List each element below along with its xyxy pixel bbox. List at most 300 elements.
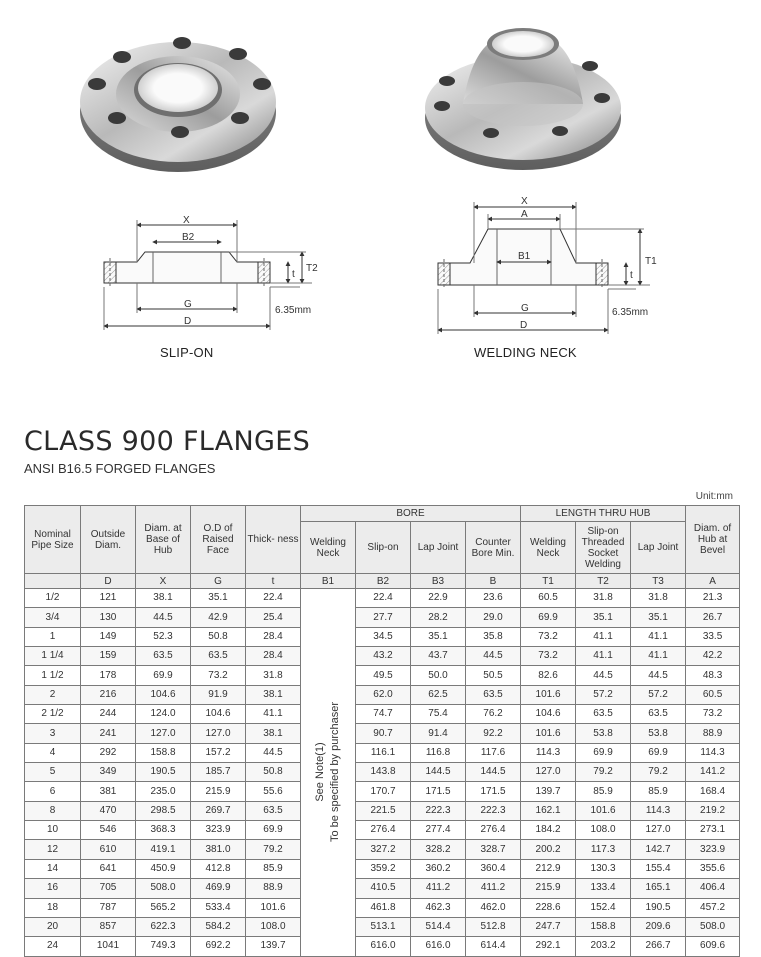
header-bore-slip-on: Slip-on bbox=[356, 522, 411, 574]
table-cell: 200.2 bbox=[521, 840, 576, 859]
table-cell: 269.7 bbox=[191, 801, 246, 820]
table-cell: 508.0 bbox=[136, 879, 191, 898]
table-cell: 512.8 bbox=[466, 917, 521, 936]
table-cell: 228.6 bbox=[521, 898, 576, 917]
note-text bbox=[313, 702, 343, 842]
welding-neck-d-label: D bbox=[520, 320, 528, 331]
table-cell: 368.3 bbox=[136, 821, 191, 840]
table-cell: 209.6 bbox=[631, 917, 686, 936]
table-cell-nominal-size: 1/2 bbox=[25, 589, 81, 608]
table-cell: 461.8 bbox=[356, 898, 411, 917]
table-cell: 22.4 bbox=[356, 589, 411, 608]
table-cell: 450.9 bbox=[136, 859, 191, 878]
note-line: To be specified by purchaser bbox=[329, 702, 341, 843]
table-cell: 117.3 bbox=[576, 840, 631, 859]
welding-neck-a-label: A bbox=[521, 209, 528, 220]
table-cell: 42.2 bbox=[686, 647, 740, 666]
table-cell: 144.5 bbox=[466, 763, 521, 782]
note-line: See Note(1) bbox=[314, 742, 326, 802]
table-cell: 143.8 bbox=[356, 763, 411, 782]
table-cell: 219.2 bbox=[686, 801, 740, 820]
welding-neck-t-label: t bbox=[630, 270, 633, 281]
table-cell: 22.9 bbox=[411, 589, 466, 608]
table-cell: 168.4 bbox=[686, 782, 740, 801]
table-cell: 69.9 bbox=[631, 743, 686, 762]
table-cell: 31.8 bbox=[631, 589, 686, 608]
table-cell: 609.6 bbox=[686, 937, 740, 956]
table-cell: 62.5 bbox=[411, 685, 466, 704]
table-cell: 276.4 bbox=[356, 821, 411, 840]
table-cell: 584.2 bbox=[191, 917, 246, 936]
table-cell-nominal-size: 3/4 bbox=[25, 608, 81, 627]
table-cell: 215.9 bbox=[191, 782, 246, 801]
header-symbol: A bbox=[686, 574, 740, 589]
table-cell: 170.7 bbox=[356, 782, 411, 801]
table-row bbox=[25, 724, 740, 743]
table-cell: 38.1 bbox=[246, 724, 301, 743]
header-symbol: B3 bbox=[411, 574, 466, 589]
table-cell: 53.8 bbox=[631, 724, 686, 743]
table-cell: 241 bbox=[81, 724, 136, 743]
table-cell: 185.7 bbox=[191, 763, 246, 782]
table-row bbox=[25, 859, 740, 878]
table-cell: 29.0 bbox=[466, 608, 521, 627]
table-cell: 622.3 bbox=[136, 917, 191, 936]
table-cell: 462.3 bbox=[411, 898, 466, 917]
table-cell: 50.8 bbox=[246, 763, 301, 782]
table-cell: 92.2 bbox=[466, 724, 521, 743]
table-cell: 616.0 bbox=[411, 937, 466, 956]
table-cell: 165.1 bbox=[631, 879, 686, 898]
header-symbol: B1 bbox=[301, 574, 356, 589]
table-cell: 469.9 bbox=[191, 879, 246, 898]
table-cell: 749.3 bbox=[136, 937, 191, 956]
table-cell: 63.5 bbox=[631, 705, 686, 724]
table-cell: 79.2 bbox=[576, 763, 631, 782]
table-cell: 641 bbox=[81, 859, 136, 878]
table-row bbox=[25, 743, 740, 762]
table-row bbox=[25, 840, 740, 859]
welding-neck-t1-label: T1 bbox=[645, 256, 657, 267]
table-cell: 73.2 bbox=[191, 666, 246, 685]
table-cell: 101.6 bbox=[246, 898, 301, 917]
table-cell: 48.3 bbox=[686, 666, 740, 685]
header-length-lap-joint: Lap Joint bbox=[631, 522, 686, 574]
table-cell: 104.6 bbox=[191, 705, 246, 724]
table-cell: 381.0 bbox=[191, 840, 246, 859]
table-cell: 44.5 bbox=[246, 743, 301, 762]
table-cell: 533.4 bbox=[191, 898, 246, 917]
header-nominal-pipe-size: Nominal Pipe Size bbox=[25, 506, 81, 574]
header-symbol: t bbox=[246, 574, 301, 589]
table-cell-nominal-size: 5 bbox=[25, 763, 81, 782]
table-cell-nominal-size: 3 bbox=[25, 724, 81, 743]
table-cell: 360.4 bbox=[466, 859, 521, 878]
table-cell: 35.1 bbox=[576, 608, 631, 627]
table-cell: 162.1 bbox=[521, 801, 576, 820]
table-cell: 43.2 bbox=[356, 647, 411, 666]
table-cell: 34.5 bbox=[356, 627, 411, 646]
header-diam-base-hub: Diam. at Base of Hub bbox=[136, 506, 191, 574]
header-symbol: G bbox=[191, 574, 246, 589]
table-cell: 157.2 bbox=[191, 743, 246, 762]
table-cell: 31.8 bbox=[576, 589, 631, 608]
table-cell: 50.5 bbox=[466, 666, 521, 685]
slip-on-x-label: X bbox=[183, 215, 190, 226]
table-cell: 76.2 bbox=[466, 705, 521, 724]
table-cell: 328.7 bbox=[466, 840, 521, 859]
table-cell: 508.0 bbox=[686, 917, 740, 936]
table-cell: 23.6 bbox=[466, 589, 521, 608]
table-cell: 616.0 bbox=[356, 937, 411, 956]
table-cell: 152.4 bbox=[576, 898, 631, 917]
flange-photos bbox=[0, 0, 761, 190]
table-row bbox=[25, 879, 740, 898]
header-length-slip-on-threaded: Slip-on Threaded Socket Welding bbox=[576, 522, 631, 574]
table-cell: 411.2 bbox=[411, 879, 466, 898]
header-symbol: B bbox=[466, 574, 521, 589]
table-cell: 116.1 bbox=[356, 743, 411, 762]
table-cell: 130.3 bbox=[576, 859, 631, 878]
table-cell: 244 bbox=[81, 705, 136, 724]
welding-neck-caption: WELDING NECK bbox=[474, 345, 577, 360]
table-cell: 69.9 bbox=[246, 821, 301, 840]
table-cell: 44.5 bbox=[631, 666, 686, 685]
header-diam-hub-bevel: Diam. of Hub at Bevel bbox=[686, 506, 740, 574]
table-cell-nominal-size: 16 bbox=[25, 879, 81, 898]
table-cell: 171.5 bbox=[466, 782, 521, 801]
table-cell: 323.9 bbox=[686, 840, 740, 859]
table-cell: 41.1 bbox=[631, 627, 686, 646]
table-cell: 141.2 bbox=[686, 763, 740, 782]
table-cell: 1041 bbox=[81, 937, 136, 956]
table-cell: 705 bbox=[81, 879, 136, 898]
table-cell: 60.5 bbox=[686, 685, 740, 704]
table-cell: 26.7 bbox=[686, 608, 740, 627]
table-cell: 85.9 bbox=[576, 782, 631, 801]
header-symbol: B2 bbox=[356, 574, 411, 589]
table-cell: 50.8 bbox=[191, 627, 246, 646]
table-cell: 184.2 bbox=[521, 821, 576, 840]
table-cell: 216 bbox=[81, 685, 136, 704]
table-cell: 57.2 bbox=[631, 685, 686, 704]
table-cell: 43.7 bbox=[411, 647, 466, 666]
table-cell: 35.1 bbox=[411, 627, 466, 646]
slip-on-flange-photo bbox=[80, 37, 276, 172]
table-cell: 21.3 bbox=[686, 589, 740, 608]
table-cell: 28.2 bbox=[411, 608, 466, 627]
welding-neck-x-label: X bbox=[521, 196, 528, 207]
table-cell: 514.4 bbox=[411, 917, 466, 936]
header-symbol: X bbox=[136, 574, 191, 589]
table-cell: 114.3 bbox=[521, 743, 576, 762]
table-cell: 33.5 bbox=[686, 627, 740, 646]
table-cell: 513.1 bbox=[356, 917, 411, 936]
header-outside-diam: Outside Diam. bbox=[81, 506, 136, 574]
table-cell: 73.2 bbox=[686, 705, 740, 724]
table-cell: 73.2 bbox=[521, 647, 576, 666]
table-cell: 41.1 bbox=[631, 647, 686, 666]
table-cell: 79.2 bbox=[631, 763, 686, 782]
table-cell: 114.3 bbox=[631, 801, 686, 820]
flange-drawings bbox=[0, 190, 761, 370]
table-cell: 41.1 bbox=[576, 647, 631, 666]
table-cell: 91.4 bbox=[411, 724, 466, 743]
table-cell: 178 bbox=[81, 666, 136, 685]
table-cell-nominal-size: 6 bbox=[25, 782, 81, 801]
slip-on-g-label: G bbox=[184, 299, 192, 310]
header-symbol: T3 bbox=[631, 574, 686, 589]
table-cell: 44.5 bbox=[466, 647, 521, 666]
table-cell: 221.5 bbox=[356, 801, 411, 820]
header-symbol: T1 bbox=[521, 574, 576, 589]
table-cell: 35.8 bbox=[466, 627, 521, 646]
header-group-bore: BORE bbox=[301, 506, 521, 522]
table-cell: 190.5 bbox=[136, 763, 191, 782]
table-cell: 35.1 bbox=[631, 608, 686, 627]
table-cell-nominal-size: 14 bbox=[25, 859, 81, 878]
table-cell: 127.0 bbox=[136, 724, 191, 743]
table-cell: 49.5 bbox=[356, 666, 411, 685]
table-cell: 144.5 bbox=[411, 763, 466, 782]
table-cell: 73.2 bbox=[521, 627, 576, 646]
table-cell: 614.4 bbox=[466, 937, 521, 956]
table-cell: 546 bbox=[81, 821, 136, 840]
welding-neck-flange-photo bbox=[425, 28, 621, 170]
table-row bbox=[25, 589, 740, 608]
table-row bbox=[25, 821, 740, 840]
table-row bbox=[25, 685, 740, 704]
table-cell: 108.0 bbox=[246, 917, 301, 936]
table-cell: 116.8 bbox=[411, 743, 466, 762]
table-cell: 139.7 bbox=[521, 782, 576, 801]
table-row bbox=[25, 647, 740, 666]
table-cell: 171.5 bbox=[411, 782, 466, 801]
table-cell: 38.1 bbox=[246, 685, 301, 704]
table-cell: 410.5 bbox=[356, 879, 411, 898]
table-cell: 31.8 bbox=[246, 666, 301, 685]
table-cell: 85.9 bbox=[631, 782, 686, 801]
table-cell: 63.5 bbox=[246, 801, 301, 820]
table-cell: 277.4 bbox=[411, 821, 466, 840]
header-symbol-blank bbox=[25, 574, 81, 589]
table-cell: 101.6 bbox=[521, 685, 576, 704]
table-cell: 79.2 bbox=[246, 840, 301, 859]
table-cell: 124.0 bbox=[136, 705, 191, 724]
table-cell: 69.9 bbox=[136, 666, 191, 685]
table-cell: 411.2 bbox=[466, 879, 521, 898]
table-cell: 158.8 bbox=[576, 917, 631, 936]
table-cell: 101.6 bbox=[576, 801, 631, 820]
table-cell: 90.7 bbox=[356, 724, 411, 743]
table-cell: 52.3 bbox=[136, 627, 191, 646]
table-cell: 130 bbox=[81, 608, 136, 627]
table-cell: 74.7 bbox=[356, 705, 411, 724]
table-cell: 62.0 bbox=[356, 685, 411, 704]
table-cell: 63.5 bbox=[466, 685, 521, 704]
table-row bbox=[25, 937, 740, 956]
table-cell: 69.9 bbox=[521, 608, 576, 627]
table-cell-nominal-size: 24 bbox=[25, 937, 81, 956]
header-length-welding-neck: Welding Neck bbox=[521, 522, 576, 574]
table-cell: 298.5 bbox=[136, 801, 191, 820]
table-cell: 139.7 bbox=[246, 937, 301, 956]
table-cell: 108.0 bbox=[576, 821, 631, 840]
table-cell: 133.4 bbox=[576, 879, 631, 898]
table-cell: 35.1 bbox=[191, 589, 246, 608]
table-cell: 323.9 bbox=[191, 821, 246, 840]
table-row bbox=[25, 608, 740, 627]
table-cell: 215.9 bbox=[521, 879, 576, 898]
table-cell: 857 bbox=[81, 917, 136, 936]
table-cell: 327.2 bbox=[356, 840, 411, 859]
table-cell: 38.1 bbox=[136, 589, 191, 608]
table-row bbox=[25, 666, 740, 685]
header-symbol: D bbox=[81, 574, 136, 589]
table-cell-nominal-size: 20 bbox=[25, 917, 81, 936]
table-row bbox=[25, 705, 740, 724]
table-cell: 222.3 bbox=[466, 801, 521, 820]
table-cell: 101.6 bbox=[521, 724, 576, 743]
table-cell: 142.7 bbox=[631, 840, 686, 859]
table-cell: 88.9 bbox=[686, 724, 740, 743]
table-cell-nominal-size: 4 bbox=[25, 743, 81, 762]
table-cell: 155.4 bbox=[631, 859, 686, 878]
table-cell: 360.2 bbox=[411, 859, 466, 878]
table-cell-nominal-size: 12 bbox=[25, 840, 81, 859]
table-cell-nominal-size: 1 1/2 bbox=[25, 666, 81, 685]
table-cell: 328.2 bbox=[411, 840, 466, 859]
table-cell: 88.9 bbox=[246, 879, 301, 898]
table-cell-nominal-size: 2 1/2 bbox=[25, 705, 81, 724]
table-cell: 104.6 bbox=[521, 705, 576, 724]
table-cell-nominal-size: 18 bbox=[25, 898, 81, 917]
table-cell: 91.9 bbox=[191, 685, 246, 704]
header-thickness: Thick- ness bbox=[246, 506, 301, 574]
table-cell: 212.9 bbox=[521, 859, 576, 878]
page-subtitle: ANSI B16.5 FORGED FLANGES bbox=[24, 461, 216, 476]
table-cell: 22.4 bbox=[246, 589, 301, 608]
table-cell: 117.6 bbox=[466, 743, 521, 762]
table-cell: 349 bbox=[81, 763, 136, 782]
table-row bbox=[25, 917, 740, 936]
table-cell: 42.9 bbox=[191, 608, 246, 627]
table-cell: 85.9 bbox=[246, 859, 301, 878]
welding-neck-b1-label: B1 bbox=[518, 251, 531, 262]
header-symbol: T2 bbox=[576, 574, 631, 589]
table-cell: 60.5 bbox=[521, 589, 576, 608]
header-bore-welding-neck: Welding Neck bbox=[301, 522, 356, 574]
flange-spec-table bbox=[24, 505, 740, 957]
table-cell: 276.4 bbox=[466, 821, 521, 840]
table-cell: 235.0 bbox=[136, 782, 191, 801]
table-cell: 44.5 bbox=[136, 608, 191, 627]
table-cell: 28.4 bbox=[246, 627, 301, 646]
table-cell-nominal-size: 1 1/4 bbox=[25, 647, 81, 666]
table-cell: 75.4 bbox=[411, 705, 466, 724]
table-cell: 692.2 bbox=[191, 937, 246, 956]
table-cell: 292 bbox=[81, 743, 136, 762]
table-cell: 203.2 bbox=[576, 937, 631, 956]
table-row bbox=[25, 898, 740, 917]
table-cell: 462.0 bbox=[466, 898, 521, 917]
table-cell: 266.7 bbox=[631, 937, 686, 956]
slip-on-t-label: t bbox=[292, 269, 295, 280]
table-cell-nominal-size: 8 bbox=[25, 801, 81, 820]
table-cell-nominal-size: 1 bbox=[25, 627, 81, 646]
table-cell-nominal-size: 10 bbox=[25, 821, 81, 840]
table-cell: 63.5 bbox=[136, 647, 191, 666]
table-cell: 247.7 bbox=[521, 917, 576, 936]
table-body bbox=[25, 589, 740, 957]
table-cell: 158.8 bbox=[136, 743, 191, 762]
welding-neck-raised-face-dim: 6.35mm bbox=[612, 307, 649, 318]
table-cell: 63.5 bbox=[576, 705, 631, 724]
table-cell: 127.0 bbox=[521, 763, 576, 782]
table-cell: 41.1 bbox=[246, 705, 301, 724]
table-cell: 457.2 bbox=[686, 898, 740, 917]
table-cell: 610 bbox=[81, 840, 136, 859]
table-cell: 127.0 bbox=[191, 724, 246, 743]
table-cell: 359.2 bbox=[356, 859, 411, 878]
table-cell: 55.6 bbox=[246, 782, 301, 801]
welding-neck-bore-note bbox=[301, 589, 356, 957]
header-bore-counter-bore: Counter Bore Min. bbox=[466, 522, 521, 574]
table-cell: 292.1 bbox=[521, 937, 576, 956]
table-row bbox=[25, 782, 740, 801]
table-cell-nominal-size: 2 bbox=[25, 685, 81, 704]
table-cell: 53.8 bbox=[576, 724, 631, 743]
table-cell: 63.5 bbox=[191, 647, 246, 666]
table-cell: 127.0 bbox=[631, 821, 686, 840]
table-cell: 787 bbox=[81, 898, 136, 917]
table-cell: 104.6 bbox=[136, 685, 191, 704]
table-cell: 470 bbox=[81, 801, 136, 820]
slip-on-caption: SLIP-ON bbox=[160, 345, 214, 360]
table-cell: 273.1 bbox=[686, 821, 740, 840]
slip-on-b2-label: B2 bbox=[182, 232, 195, 243]
slip-on-d-label: D bbox=[184, 316, 192, 327]
table-row bbox=[25, 763, 740, 782]
table-cell: 69.9 bbox=[576, 743, 631, 762]
table-cell: 565.2 bbox=[136, 898, 191, 917]
table-cell: 41.1 bbox=[576, 627, 631, 646]
table-cell: 50.0 bbox=[411, 666, 466, 685]
table-cell: 121 bbox=[81, 589, 136, 608]
table-cell: 406.4 bbox=[686, 879, 740, 898]
table-cell: 44.5 bbox=[576, 666, 631, 685]
table-cell: 25.4 bbox=[246, 608, 301, 627]
table-cell: 149 bbox=[81, 627, 136, 646]
table-row bbox=[25, 801, 740, 820]
slip-on-raised-face-dim: 6.35mm bbox=[275, 305, 312, 316]
table-cell: 27.7 bbox=[356, 608, 411, 627]
table-cell: 412.8 bbox=[191, 859, 246, 878]
welding-neck-g-label: G bbox=[521, 303, 529, 314]
table-cell: 159 bbox=[81, 647, 136, 666]
table-cell: 57.2 bbox=[576, 685, 631, 704]
table-cell: 355.6 bbox=[686, 859, 740, 878]
table-cell: 82.6 bbox=[521, 666, 576, 685]
table-cell: 381 bbox=[81, 782, 136, 801]
header-raised-face: O.D of Raised Face bbox=[191, 506, 246, 574]
slip-on-t2-label: T2 bbox=[306, 263, 318, 274]
table-cell: 28.4 bbox=[246, 647, 301, 666]
table-cell: 222.3 bbox=[411, 801, 466, 820]
page-title: CLASS 900 FLANGES bbox=[24, 426, 311, 457]
table-cell: 114.3 bbox=[686, 743, 740, 762]
header-bore-lap-joint: Lap Joint bbox=[411, 522, 466, 574]
